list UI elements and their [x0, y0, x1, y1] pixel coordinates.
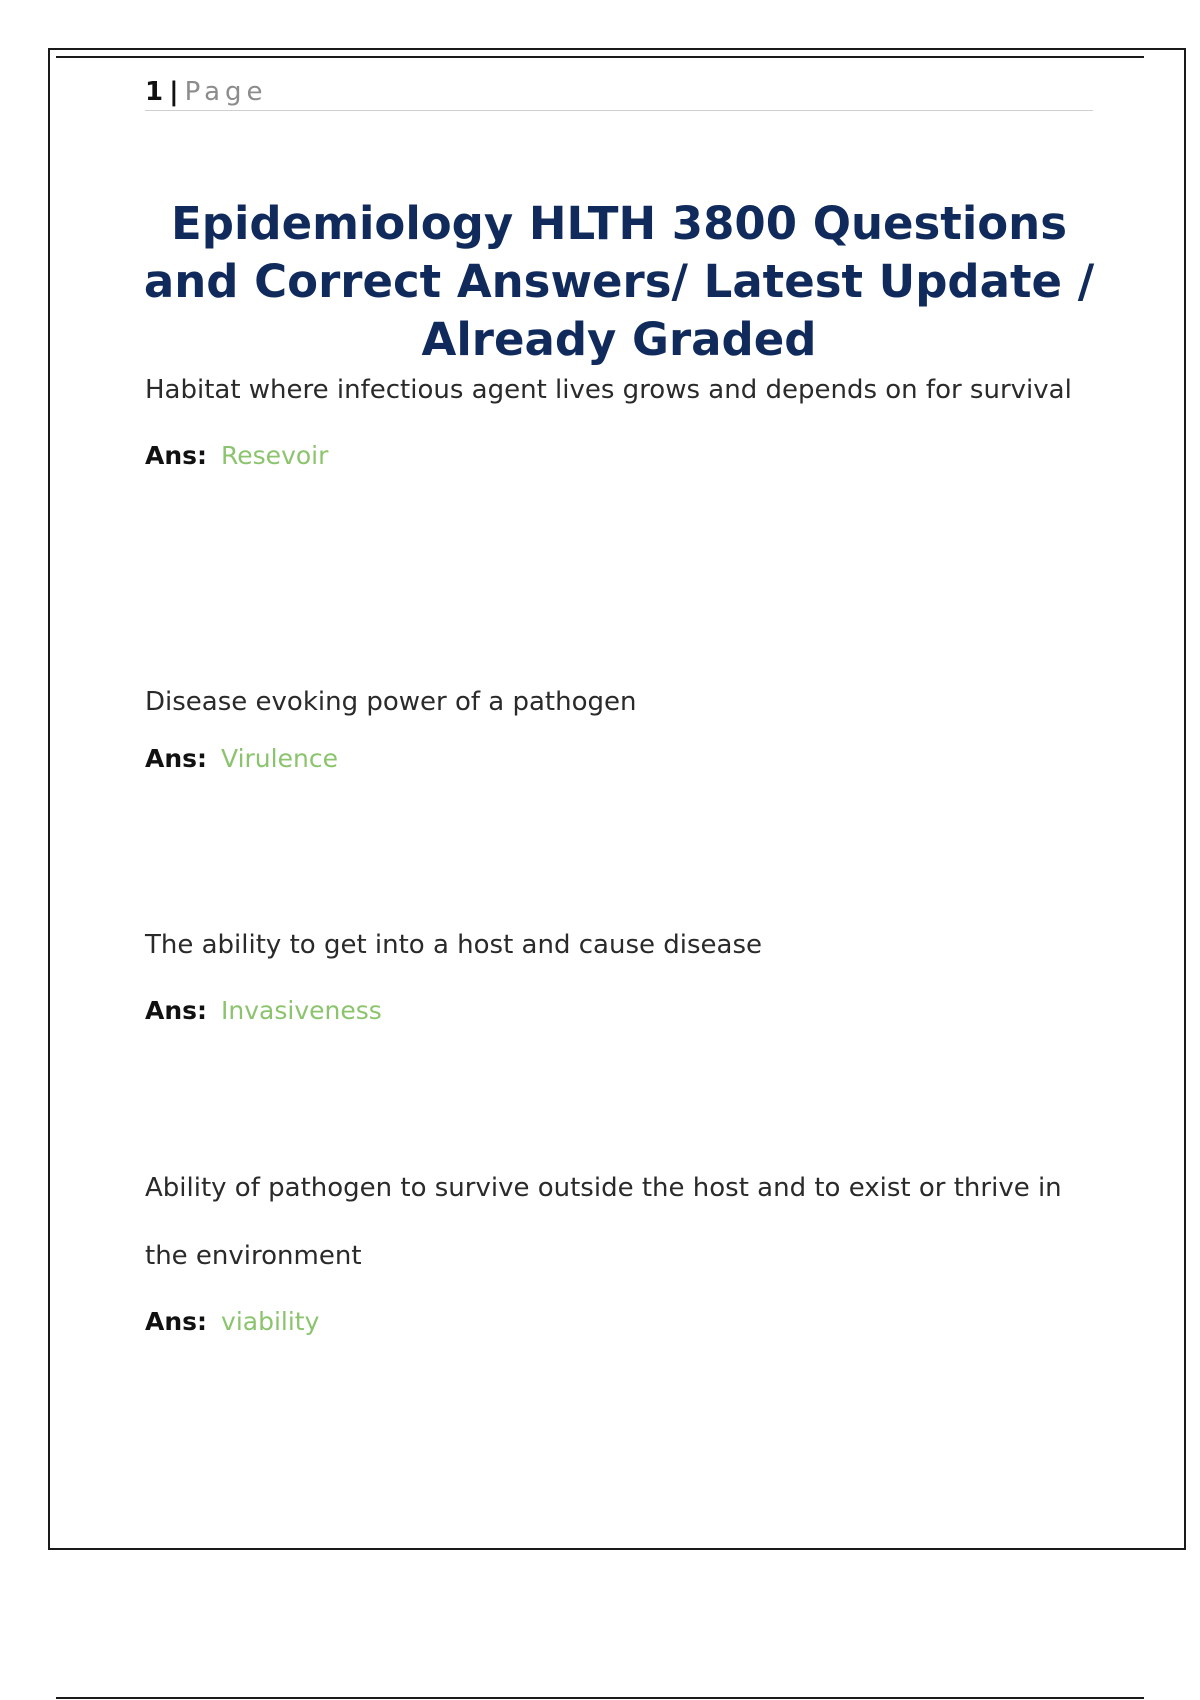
- question-text: The ability to get into a host and cause disease: [145, 930, 762, 960]
- answer-line: [145, 741, 1095, 777]
- qa-item: [145, 1154, 1095, 1340]
- answer-value: Virulence: [221, 744, 338, 773]
- answer-line: [145, 1304, 1095, 1340]
- page-number: 1: [145, 77, 164, 107]
- question-text: Disease evoking power of a pathogen: [145, 687, 637, 717]
- page-separator: |: [169, 77, 179, 107]
- answer-label: Ans:: [145, 996, 208, 1025]
- qa-item: [145, 668, 1095, 777]
- page-label: Page: [184, 77, 268, 107]
- answer-value: Invasiveness: [221, 996, 382, 1025]
- answer-label: Ans:: [145, 1307, 208, 1336]
- answer-line: [145, 438, 1095, 474]
- document-title: Epidemiology HLTH 3800 Questions and Correct Answers/ Latest Update / Already Graded: [143, 197, 1095, 366]
- qa-item: [145, 911, 1095, 1029]
- answer-label: Ans:: [145, 744, 208, 773]
- answer-value: viability: [221, 1307, 320, 1336]
- answer-line: [145, 993, 1095, 1029]
- answer-label: Ans:: [145, 441, 208, 470]
- top-rule: [56, 56, 1144, 58]
- qa-item: [145, 356, 1095, 474]
- bottom-rule: [56, 1697, 1144, 1699]
- question-text: Habitat where infectious agent lives grows and depends on for survival: [145, 375, 1072, 405]
- question-text: Ability of pathogen to survive outside the host and to exist or thrive in the environment: [145, 1173, 1062, 1271]
- answer-value: Resevoir: [221, 441, 329, 470]
- page-header: [145, 74, 1093, 111]
